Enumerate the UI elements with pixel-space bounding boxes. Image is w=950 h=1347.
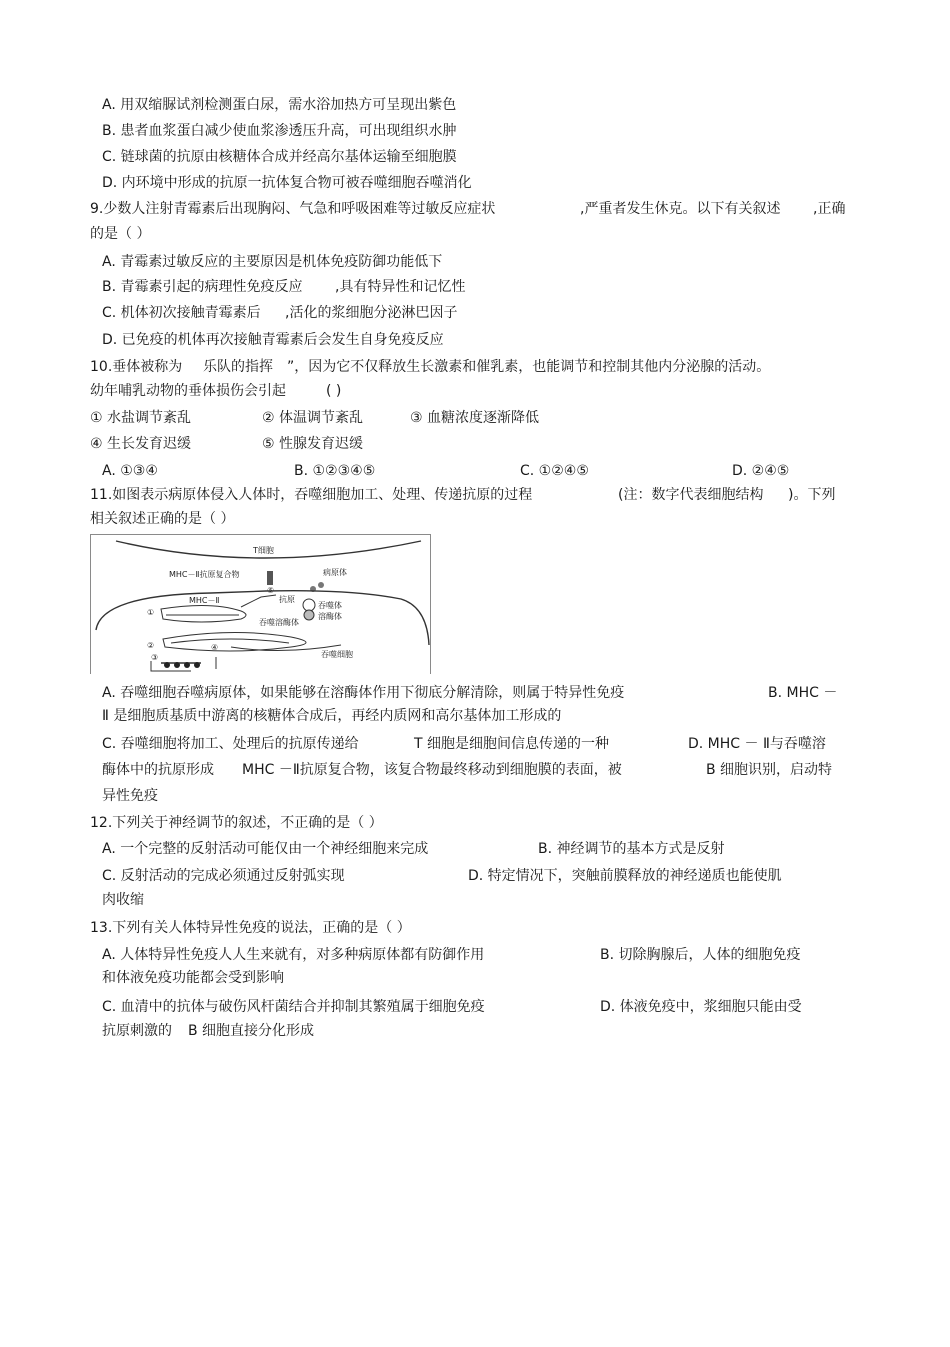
q10-option-a: A. ①③④ [102,463,158,479]
q9-option-a: A. 青霉素过敏反应的主要原因是机体免疫防御功能低下 [102,254,443,270]
q10-item-4: ④ 生长发育迟缓 [90,436,192,452]
q12-option-b: B. 神经调节的基本方式是反射 [538,841,725,857]
q10-item-5: ⑤ 性腺发育迟缓 [262,436,364,452]
q13-option-b-line-2: 和体液免疫功能都会受到影响 [102,970,284,986]
q9-option-c: C. 机体初次接触青霉素后 ,活化的浆细胞分泌淋巴因子 [102,305,458,321]
q10-stem-line-2: 幼年哺乳动物的垂体损伤会引起 ( ) [90,383,342,399]
q10-item-2: ② 体温调节紊乱 [262,410,364,426]
q13-option-a: A. 人体特异性免疫人人生来就有，对多种病原体都有防御作用 [102,947,485,963]
label-mhc-complex: MHC－Ⅱ抗原复合物 [169,570,240,579]
q9-stem-line-1 [90,199,860,219]
label-phagosome: 吞噬体 [318,601,342,610]
golgi [161,605,246,622]
label-lysosome: 溶酶体 [318,612,342,621]
q11-option-a: A. 吞噬细胞吞噬病原体，如果能够在溶酶体作用下彻底分解清除，则属于特异性免疫 [102,685,625,701]
label-t-cell: T细胞 [253,546,274,555]
q12-option-c: C. 反射活动的完成必须通过反射弧实现 [102,868,345,884]
lysosome [304,610,314,620]
q10-option-d: D. ②④⑤ [732,463,790,479]
label-n1: ① [147,608,155,617]
antigen-processing-figure [90,534,431,674]
label-antigen: 抗原 [279,595,295,604]
q9-stem-line-2: 的是（ ） [90,226,151,242]
q13-option-d-line-2: 抗原刺激的 B 细胞直接分化形成 [102,1023,315,1039]
phagosome [303,599,315,611]
q11-option-b-line-2: Ⅱ 是细胞质基质中游离的核糖体合成后，再经内质网和高尔基体加工形成的 [102,708,562,724]
q11-option-d-line-2: 酶体中的抗原形成 MHC －Ⅱ抗原复合物，该复合物最终移动到细胞膜的表面，被 B 细胞识别，启动特 [102,762,833,778]
q13-stem: 13.下列有关人体特异性免疫的说法，正确的是（ ） [90,920,411,936]
q11-option-c: C. 吞噬细胞将加工、处理后的抗原传递给 T 细胞是细胞间信息传递的一种 D. MHC － Ⅱ与吞噬溶 [102,736,826,752]
q11-stem-line-2: 相关叙述正确的是（ ） [90,511,235,527]
label-n4: ④ [211,643,219,652]
q9-stem-part-3: ,正确 [813,201,846,217]
q9-option-d: D. 已免疫的机体再次接触青霉素后会发生自身免疫反应 [102,332,444,348]
ribosome [184,662,190,668]
antigen-processing-diagram [91,535,431,674]
q9-option-b: B. 青霉素引起的病理性免疫反应 ,具有特异性和记忆性 [102,279,466,295]
q10-option-b: B. ①②③④⑤ [294,463,376,479]
transport-arrow [241,595,276,607]
q11-option-d-line-3: 异性免疫 [102,788,158,804]
q12-option-d-line-2: 肉收缩 [102,892,144,908]
ribosome [174,662,180,668]
q10-option-c: C. ①②④⑤ [520,463,589,479]
q10-item-3: ③ 血糖浓度逐渐降低 [410,410,540,426]
q11-option-b-line-1: B. MHC － [768,685,838,701]
ribosome [194,662,200,668]
q10-stem-line-1: 10.垂体被称为 乐队的指挥 ”，因为它不仅释放生长激素和催乳素，也能调节和控制其他内分泌腺的活动。 [90,359,771,375]
q12-option-d-line-1: D. 特定情况下，突触前膜释放的神经递质也能使肌 [468,868,782,884]
q8-option-b: B. 患者血浆蛋白减少使血浆渗透压升高，可出现组织水肿 [102,123,457,139]
q10-item-1: ① 水盐调节紊乱 [90,410,192,426]
er-fold [171,639,289,643]
q13-option-b-line-1: B. 切除胸腺后，人体的细胞免疫 [600,947,801,963]
label-n2: ② [147,641,155,650]
q12-stem: 12.下列关于神经调节的叙述，不正确的是（ ） [90,815,383,831]
label-mhc: MHC－Ⅱ [189,596,220,605]
q8-option-c: C. 链球菌的抗原由核糖体合成并经高尔基体运输至细胞膜 [102,149,457,165]
ribosome [164,662,170,668]
receptor-mark [267,571,273,585]
q9-stem-part-2: ,严重者发生休克。以下有关叙述 [580,201,781,217]
pathogen-dot [318,582,324,588]
q12-option-a: A. 一个完整的反射活动可能仅由一个神经细胞来完成 [102,841,429,857]
q9-stem-part-1: 9.少数人注射青霉素后出现胸闷、气急和呼吸困难等过敏反应症状 [90,201,496,217]
q8-option-a: A. 用双缩脲试剂检测蛋白尿，需水浴加热方可呈现出紫色 [102,97,457,113]
label-n3: ③ [151,653,159,662]
q11-stem-line-1: 11.如图表示病原体侵入人体时，吞噬细胞加工、处理、传递抗原的过程 (注：数字代表细胞结构 )。下列 [90,487,836,503]
label-n5: ⑤ [267,586,275,595]
q8-option-d: D. 内环境中形成的抗原一抗体复合物可被吞噬细胞吞噬消化 [102,175,472,191]
label-phago-lysosome: 吞噬溶酶体 [259,618,299,627]
label-pathogen: 病原体 [323,568,347,577]
label-phagocyte: 吞噬细胞 [321,650,353,659]
q13-option-d-line-1: D. 体液免疫中，浆细胞只能由受 [600,999,802,1015]
q13-option-c: C. 血清中的抗体与破伤风杆菌结合并抑制其繁殖属于细胞免疫 [102,999,485,1015]
